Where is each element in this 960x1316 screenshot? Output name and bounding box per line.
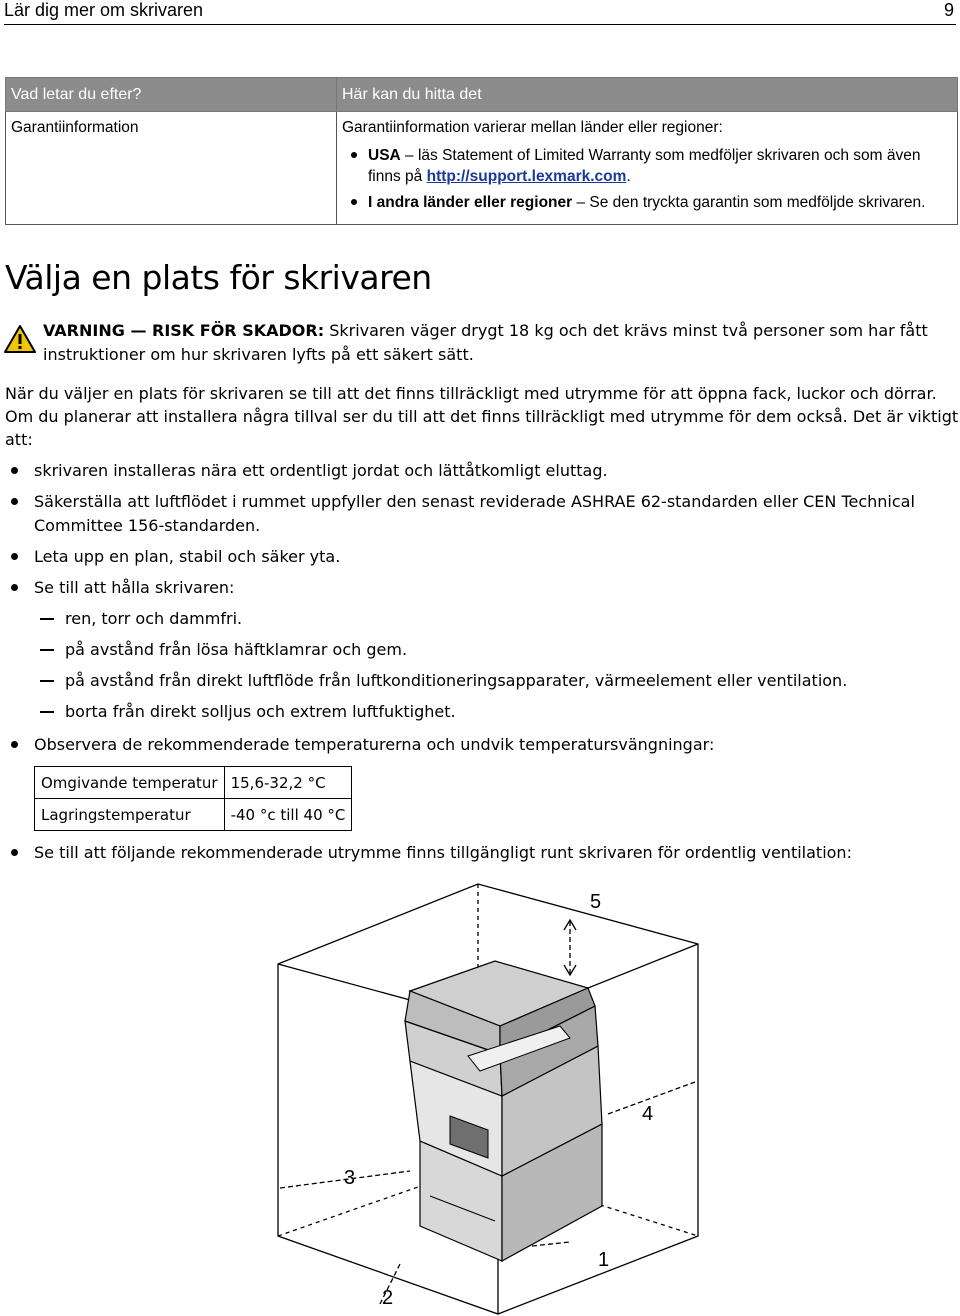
col1-header: Vad letar du efter? (6, 78, 337, 112)
bullet-dot (11, 498, 18, 505)
table-row (35, 799, 352, 831)
list-item: skrivaren installeras nära ett ordentligt jordat och lättåtkomligt eluttag. (34, 461, 608, 480)
dash-marker (40, 618, 54, 620)
dash-marker (40, 649, 54, 651)
item1-text: – läs Statement of Limited Warranty som medföljer skrivaren och som även finns på (368, 147, 921, 185)
figure-label-3: 3 (344, 1167, 356, 1189)
item1-end: . (626, 168, 631, 185)
warning-body: Skrivaren väger drygt 18 kg och det krävs minst två personer som har fått instruktioner om hur skrivaren lyfts på ett säkert sätt. (43, 321, 928, 364)
figure-label-1: 1 (598, 1249, 610, 1271)
info-table-header-row (6, 78, 958, 112)
table-row (35, 767, 352, 799)
figure-label-4: 4 (642, 1103, 654, 1125)
section-title: Välja en plats för skrivaren (5, 258, 432, 297)
dash-marker (40, 711, 54, 713)
dash-marker (40, 680, 54, 682)
warning-label: VARNING — RISK FÖR SKADOR: (43, 321, 325, 340)
list-item: Se till att hålla skrivaren: (34, 578, 235, 597)
sub-item: borta från direkt solljus och extrem luftfuktighet. (65, 702, 456, 721)
clearance-diagram (270, 876, 750, 1316)
row-intro: Garantiinformation varierar mellan länder eller regioner: (342, 119, 723, 136)
temperature-table (34, 766, 352, 831)
temp-label: Lagringstemperatur (35, 799, 225, 831)
figure-label-2: 2 (382, 1287, 394, 1309)
row-content (337, 112, 958, 225)
temp-value: -40 °c till 40 °C (224, 799, 352, 831)
info-table (5, 77, 958, 225)
list-item: Leta upp en plan, stabil och säker yta. (34, 547, 341, 566)
item2-text: – Se den tryckta garantin som medföljde skrivaren. (572, 194, 926, 211)
item1-bold: USA (368, 147, 401, 164)
col2-header: Här kan du hitta det (337, 78, 958, 112)
warning-icon (4, 324, 36, 354)
list-item: Observera de rekommenderade temperaturerna och undvik temperatursvängningar: (34, 735, 715, 754)
warranty-list (342, 145, 952, 213)
list-item (368, 192, 952, 213)
bullet-dot (11, 584, 18, 591)
sub-item: ren, torr och dammfri. (65, 609, 243, 628)
page-header (4, 0, 956, 22)
sub-item: på avstånd från lösa häftklamrar och gem. (65, 640, 408, 659)
intro-paragraph: När du väljer en plats för skrivaren se till att det finns tillräckligt med utrymme för att öppna fack, luckor och dörrar. Om du planerar att installera några tillval ser du till att det finns tillräckligt med utrymme för dem också. Det är viktigt att: (5, 384, 959, 449)
figure-label-5: 5 (590, 891, 602, 913)
page-number: 9 (943, 0, 954, 20)
bullet-dot (11, 467, 18, 474)
row-label: Garantiinformation (6, 112, 337, 225)
temp-label: Omgivande temperatur (35, 767, 225, 799)
temp-value: 15,6-32,2 °C (224, 767, 352, 799)
table-row (6, 112, 958, 225)
support-link[interactable]: http://support.lexmark.com (426, 168, 627, 185)
printer-illustration (405, 961, 602, 1261)
bullet-dot (11, 849, 18, 856)
header-title: Lär dig mer om skrivaren (4, 0, 204, 20)
list-item: Säkerställa att luftflödet i rummet uppfyller den senast reviderade ASHRAE 62-standarden eller CEN Technical Committee 156-standarden. (34, 492, 915, 535)
warning-text (43, 319, 948, 367)
header-rule (4, 24, 956, 25)
item2-bold: I andra länder eller regioner (368, 194, 573, 211)
bullet-dot (11, 553, 18, 560)
bullet-dot (11, 741, 18, 748)
list-item (368, 145, 952, 187)
sub-item: på avstånd från direkt luftflöde från luftkonditioneringsapparater, värmeelement eller ventilation. (65, 671, 848, 690)
list-item: Se till att följande rekommenderade utrymme finns tillgängligt runt skrivaren för ordentlig ventilation: (34, 843, 852, 862)
